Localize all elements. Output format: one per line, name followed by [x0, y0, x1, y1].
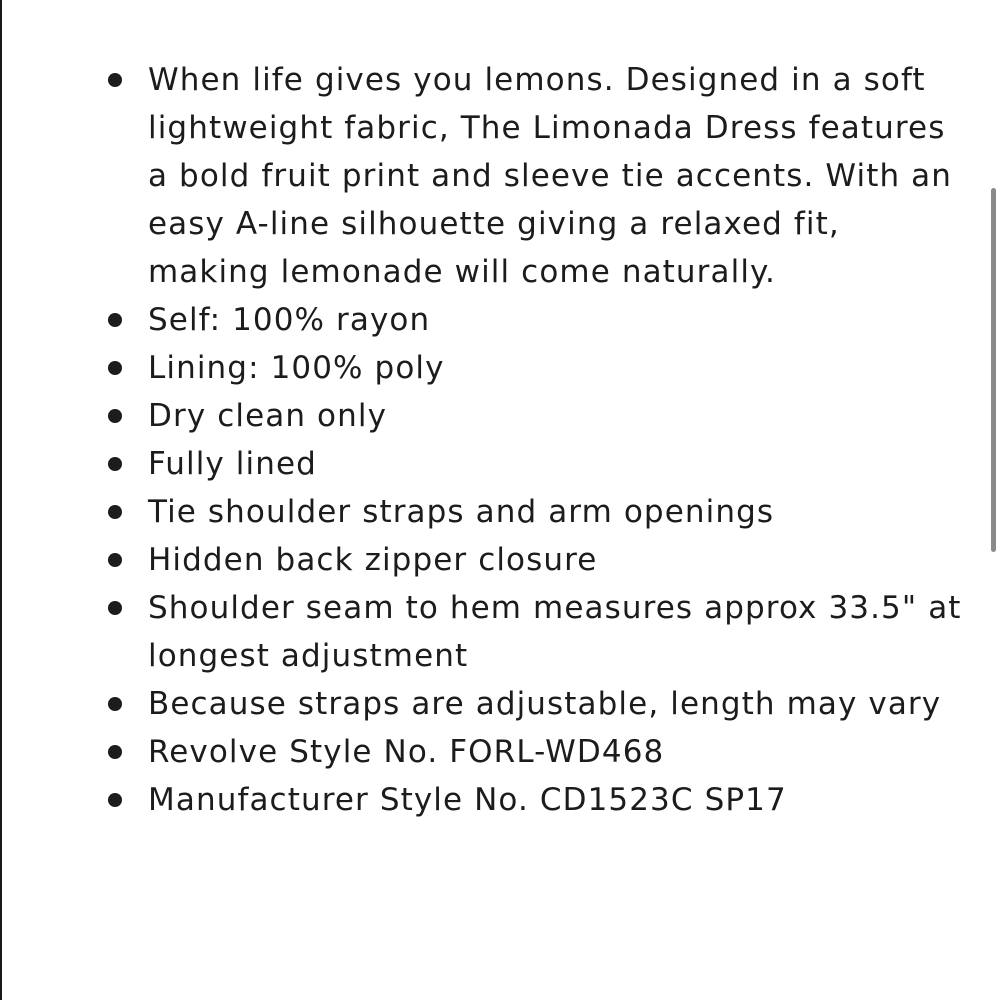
list-item-text: Shoulder seam to hem measures approx 33.5" at longest adjustment [148, 590, 962, 674]
list-item-text: Manufacturer Style No. CD1523C SP17 [148, 782, 787, 818]
list-item [0, 536, 985, 584]
bullet-icon [108, 793, 122, 807]
list-item-text: Fully lined [148, 446, 317, 482]
list-item [0, 584, 985, 680]
list-item [0, 440, 985, 488]
scrollbar-thumb[interactable] [991, 188, 996, 552]
bullet-icon [108, 313, 122, 327]
list-item [0, 296, 985, 344]
bullet-icon [108, 697, 122, 711]
list-item-text: Dry clean only [148, 398, 388, 434]
bullet-icon [108, 361, 122, 375]
bullet-icon [108, 745, 122, 759]
product-details-list [0, 56, 985, 824]
list-item [0, 776, 985, 824]
list-item-text: Self: 100% rayon [148, 302, 431, 338]
list-item-text: Tie shoulder straps and arm openings [148, 494, 775, 530]
list-item [0, 56, 985, 296]
list-item-text: Revolve Style No. FORL-WD468 [148, 734, 665, 770]
list-item [0, 344, 985, 392]
list-item-text: Lining: 100% poly [148, 350, 445, 386]
list-item-text: Hidden back zipper closure [148, 542, 598, 578]
list-item [0, 728, 985, 776]
list-item-text: Because straps are adjustable, length may vary [148, 686, 942, 722]
list-item-text: When life gives you lemons. Designed in a soft lightweight fabric, The Limonada Dress features a bold fruit print and sleeve tie accents. With an easy A-line silhouette giving a relaxed fit, making lemonade will come naturally. [148, 62, 953, 290]
bullet-icon [108, 409, 122, 423]
list-item [0, 680, 985, 728]
bullet-icon [108, 505, 122, 519]
bullet-icon [108, 457, 122, 471]
bullet-icon [108, 553, 122, 567]
bullet-icon [108, 73, 122, 87]
list-item [0, 392, 985, 440]
bullet-icon [108, 601, 122, 615]
vertical-scrollbar[interactable] [986, 0, 1000, 1000]
list-item [0, 488, 985, 536]
